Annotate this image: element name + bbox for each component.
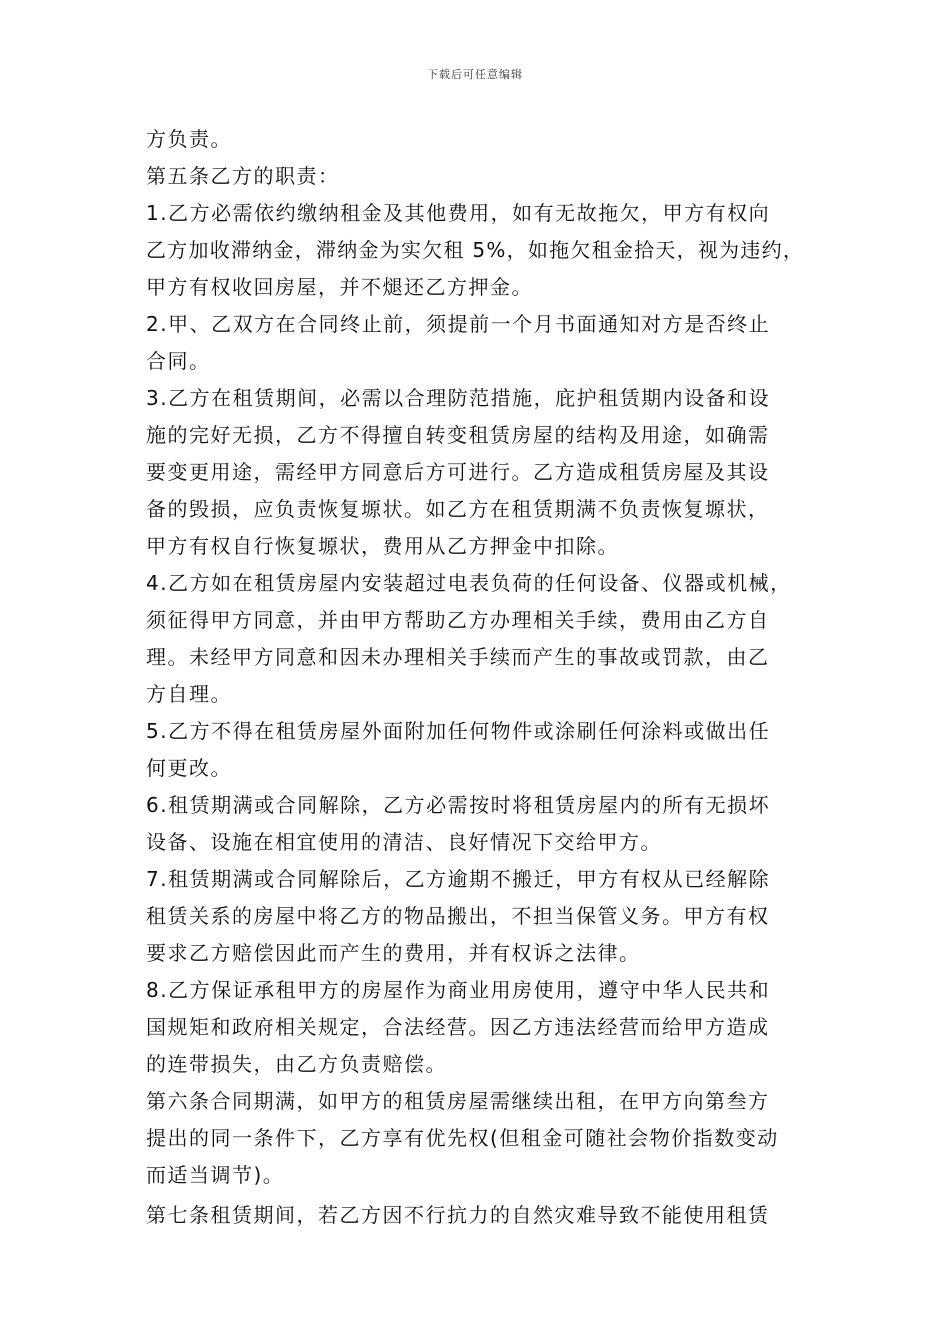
text-line: 提出的同一条件下，乙方享有优先权(但租金可随社会物价指数变动 — [146, 1126, 779, 1150]
text-line: 方自理。 — [146, 682, 232, 706]
text-line: 国规矩和政府相关规定，合法经营。因乙方违法经营而给甲方造成 — [146, 1015, 770, 1039]
text-line: 要求乙方赔偿因此而产生的费用，并有权诉之法律。 — [146, 941, 641, 965]
contract-body — [146, 121, 811, 1234]
text-line: 理。未经甲方同意和因未办理相关手续而产生的事故或罚款，由乙 — [146, 645, 770, 669]
text-line: 1.乙方必需依约缴纳租金及其他费用，如有无故拖欠，甲方有权向 — [146, 201, 771, 225]
text-line: 租赁关系的房屋中将乙方的物品搬出，不担当保管义务。甲方有权 — [146, 904, 770, 928]
text-line: 6.租赁期满或合同解除，乙方必需按时将租赁房屋内的所有无损坏 — [146, 793, 771, 817]
text-line: 8.乙方保证承租甲方的房屋作为商业用房使用，遵守中华人民共和 — [146, 978, 771, 1002]
text-line: 7.租赁期满或合同解除后，乙方逾期不搬迁，甲方有权从已经解除 — [146, 867, 771, 891]
text-line: 而适当调节)。 — [146, 1163, 285, 1187]
text-line: 合同。 — [146, 349, 211, 373]
text-line: 备的毁损，应负责恢复塬状。如乙方在租赁期满不负责恢复塬状， — [146, 497, 770, 521]
text-line: 要变更用途，需经甲方同意后方可进行。乙方造成租赁房屋及其设 — [146, 460, 770, 484]
text-line: 的连带损失，由乙方负责赔偿。 — [146, 1052, 447, 1076]
text-line: 2.甲、乙双方在合同终止前，须提前一个月书面通知对方是否终止 — [146, 312, 771, 336]
text-line: 乙方加收滞纳金，滞纳金为实欠租 5%，如拖欠租金拾天，视为违约， — [146, 238, 805, 262]
text-line: 须征得甲方同意，并由甲方帮助乙方办理相关手续，费用由乙方自 — [146, 608, 770, 632]
text-line: 甲方有权收回房屋，并不煺还乙方押金。 — [146, 275, 533, 299]
text-line: 方负责。 — [146, 127, 232, 151]
text-line: 5.乙方不得在租赁房屋外面附加任何物件或涂刷任何涂料或做出任 — [146, 719, 771, 743]
text-line: 何更改。 — [146, 756, 232, 780]
text-line: 施的完好无损，乙方不得擅自转变租赁房屋的结构及用途，如确需 — [146, 423, 770, 447]
text-line: 第七条租赁期间，若乙方因不行抗力的自然灾难导致不能使用租赁 — [146, 1203, 770, 1227]
text-line: 第五条乙方的职责： — [146, 164, 340, 188]
text-line: 设备、设施在相宜使用的清洁、良好情况下交给甲方。 — [146, 830, 662, 854]
text-line: 甲方有权自行恢复塬状，费用从乙方押金中扣除。 — [146, 534, 619, 558]
text-line: 第六条合同期满，如甲方的租赁房屋需继续出租，在甲方向第叁方 — [146, 1089, 770, 1113]
text-line: 4.乙方如在租赁房屋内安装超过电表负荷的任何设备、仪器或机械， — [146, 571, 792, 595]
page-header: 下载后可任意编辑 — [427, 68, 523, 81]
text-line: 3.乙方在租赁期间，必需以合理防范措施，庇护租赁期内设备和设 — [146, 386, 771, 410]
